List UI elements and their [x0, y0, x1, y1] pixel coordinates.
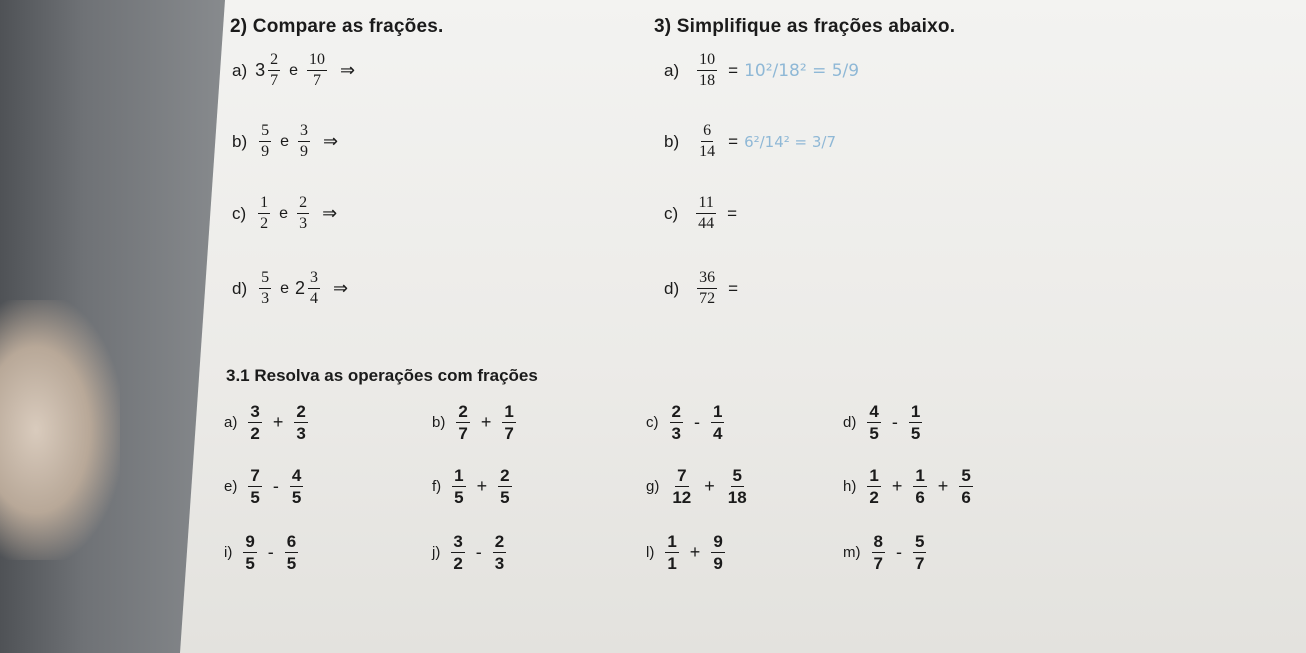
numerator: 2: [297, 195, 309, 214]
numerator: 5: [259, 270, 271, 289]
plus-sign: +: [689, 542, 701, 562]
numerator: 36: [697, 270, 717, 289]
numerator: 11: [696, 195, 715, 214]
denominator: 7: [313, 72, 322, 89]
numerator: 3: [250, 402, 260, 421]
fraction: [502, 403, 515, 442]
item-label: a): [232, 60, 248, 80]
minus-sign: -: [693, 412, 700, 432]
denominator: 4: [712, 424, 723, 443]
numerator: 5: [732, 466, 742, 485]
fraction: [867, 403, 880, 442]
fraction: [697, 270, 717, 307]
equals-sign: =: [728, 131, 739, 151]
connector: e: [289, 61, 299, 79]
numerator: 2: [494, 532, 505, 551]
denominator: 2: [260, 215, 269, 232]
item-label: e): [224, 478, 238, 495]
fraction: [259, 270, 271, 307]
item-label: g): [646, 478, 660, 495]
fraction: [697, 123, 717, 160]
denominator: 3: [671, 424, 681, 443]
numerator: 3: [453, 532, 463, 551]
denominator: 9: [300, 143, 309, 160]
denominator: 5: [500, 488, 510, 507]
numerator: 1: [258, 195, 270, 214]
denominator: 5: [910, 424, 921, 443]
denominator: 2: [250, 424, 260, 443]
numerator: 1: [915, 466, 925, 485]
item-label: b): [664, 131, 680, 151]
denominator: 5: [869, 424, 879, 443]
fraction: [268, 52, 280, 89]
denominator: 12: [672, 488, 692, 507]
connector: e: [280, 279, 290, 297]
denominator: 3: [299, 215, 308, 232]
implies-arrow: ⇒: [322, 203, 338, 223]
denominator: 5: [250, 488, 260, 507]
denominator: 3: [494, 554, 505, 573]
denominator: 7: [504, 424, 514, 443]
compare-item-c: [232, 195, 337, 232]
minus-sign: -: [475, 542, 482, 562]
operation-item: [224, 403, 311, 442]
simplify-item-a: [664, 52, 859, 89]
numerator: 6: [701, 123, 713, 142]
item-label: m): [843, 544, 861, 561]
denominator: 3: [296, 424, 306, 443]
numerator: 2: [458, 402, 468, 421]
numerator: 4: [291, 466, 302, 485]
denominator: 1: [667, 554, 677, 573]
denominator: 4: [310, 290, 319, 307]
fraction: [294, 403, 307, 442]
fraction: [498, 467, 511, 506]
denominator: 3: [261, 290, 270, 307]
operation-item: [843, 533, 929, 572]
fraction: [259, 123, 271, 160]
item-label: c): [664, 203, 679, 223]
simplify-item-b: [664, 123, 836, 160]
operation-item: [432, 533, 509, 572]
fraction: [452, 467, 465, 506]
denominator: 5: [291, 488, 302, 507]
denominator: 9: [261, 143, 270, 160]
operation-item: [646, 403, 727, 442]
fraction: [290, 467, 303, 506]
denominator: 18: [727, 488, 747, 507]
numerator: 7: [250, 466, 260, 485]
fraction: [711, 403, 724, 442]
numerator: 10: [697, 52, 717, 71]
operation-item: [646, 533, 728, 572]
denominator: 7: [873, 554, 883, 573]
item-label: d): [843, 414, 857, 431]
numerator: 2: [296, 402, 306, 421]
item-label: h): [843, 478, 857, 495]
denominator: 72: [699, 290, 716, 307]
denominator: 6: [915, 488, 925, 507]
equals-sign: =: [727, 203, 738, 223]
fraction: [913, 533, 926, 572]
minus-sign: -: [267, 542, 274, 562]
numerator: 3: [308, 270, 320, 289]
item-label: l): [646, 544, 655, 561]
fraction: [285, 533, 298, 572]
plus-sign: +: [704, 476, 715, 496]
fraction: [451, 533, 464, 572]
denominator: 7: [270, 72, 279, 89]
compare-item-a: [232, 52, 355, 89]
whole-number: 2: [295, 278, 306, 298]
numerator: 1: [712, 402, 723, 421]
numerator: 1: [504, 402, 514, 421]
denominator: 6: [961, 488, 971, 507]
equals-sign: =: [728, 278, 739, 298]
item-label: j): [432, 544, 441, 561]
numerator: 5: [961, 466, 971, 485]
numerator: 3: [298, 123, 310, 142]
item-label: a): [224, 414, 238, 431]
fraction: [913, 467, 926, 506]
fraction: [248, 467, 261, 506]
numerator: 4: [869, 402, 879, 421]
fraction: [711, 533, 724, 572]
item-label: a): [664, 60, 680, 80]
denominator: 18: [699, 72, 716, 89]
operation-item: [843, 467, 976, 506]
handwritten-answer: 6²/14² = 3/7: [744, 132, 837, 151]
fraction: [670, 467, 693, 506]
denominator: 14: [699, 143, 716, 160]
connector: e: [279, 204, 289, 222]
operation-item: [843, 403, 925, 442]
item-label: f): [432, 478, 442, 495]
denominator: 44: [698, 215, 715, 232]
fraction: [308, 270, 320, 307]
plus-sign: +: [272, 412, 284, 432]
minus-sign: -: [891, 412, 898, 432]
item-label: d): [664, 278, 680, 298]
whole-number: 3: [255, 60, 266, 80]
operation-item: [432, 467, 515, 506]
denominator: 7: [458, 424, 468, 443]
operations-title: 3.1 Resolva as operações com frações: [226, 366, 538, 385]
compare-title: 2) Compare as frações.: [230, 16, 444, 37]
numerator: 1: [910, 402, 921, 421]
numerator: 6: [286, 532, 297, 551]
fraction: [872, 533, 885, 572]
item-label: b): [232, 131, 248, 151]
simplify-title: 3) Simplifique as frações abaixo.: [654, 16, 956, 37]
denominator: 5: [454, 488, 464, 507]
fraction: [297, 195, 309, 232]
numerator: 1: [454, 466, 464, 485]
plus-sign: +: [476, 476, 488, 496]
numerator: 2: [268, 52, 280, 71]
equals-sign: =: [728, 60, 739, 80]
worksheet-paper: [180, 0, 1306, 653]
numerator: 5: [259, 123, 271, 142]
fraction: [670, 403, 683, 442]
item-label: d): [232, 278, 248, 298]
fraction: [493, 533, 506, 572]
fraction: [665, 533, 678, 572]
item-label: i): [224, 544, 233, 561]
fraction: [298, 123, 310, 160]
item-label: c): [646, 414, 659, 431]
plus-sign: +: [480, 412, 492, 432]
plus-sign: +: [891, 476, 903, 496]
hand-shadow: [0, 300, 120, 560]
fraction: [867, 467, 880, 506]
fraction: [243, 533, 256, 572]
fraction: [456, 403, 469, 442]
denominator: 5: [286, 554, 297, 573]
item-label: b): [432, 414, 446, 431]
minus-sign: -: [272, 476, 279, 496]
numerator: 1: [667, 532, 677, 551]
numerator: 10: [307, 52, 327, 71]
numerator: 2: [671, 402, 681, 421]
minus-sign: -: [895, 542, 902, 562]
fraction: [697, 52, 717, 89]
numerator: 2: [500, 466, 510, 485]
denominator: 5: [245, 554, 255, 573]
numerator: 7: [677, 466, 687, 485]
simplify-item-c: [664, 195, 737, 232]
numerator: 9: [245, 532, 255, 551]
numerator: 8: [873, 532, 883, 551]
plus-sign: +: [937, 476, 949, 496]
operation-item: [432, 403, 519, 442]
operation-item: [224, 533, 301, 572]
numerator: 9: [713, 532, 723, 551]
implies-arrow: ⇒: [323, 131, 339, 151]
fraction: [909, 403, 922, 442]
denominator: 2: [453, 554, 463, 573]
fraction: [307, 52, 327, 89]
compare-item-d: [232, 270, 348, 307]
connector: e: [280, 132, 290, 150]
denominator: 9: [713, 554, 723, 573]
simplify-item-d: [664, 270, 738, 307]
handwritten-answer: 10²/18² = 5/9: [744, 60, 860, 81]
compare-item-b: [232, 123, 338, 160]
fraction: [696, 195, 716, 232]
denominator: 7: [914, 554, 925, 573]
operation-item: [224, 467, 306, 506]
fraction: [726, 467, 749, 506]
fraction: [258, 195, 270, 232]
numerator: 1: [869, 466, 879, 485]
implies-arrow: ⇒: [340, 60, 356, 80]
item-label: c): [232, 203, 247, 223]
numerator: 5: [914, 532, 925, 551]
denominator: 2: [869, 488, 879, 507]
fraction: [248, 403, 261, 442]
operation-item: [646, 467, 752, 506]
implies-arrow: ⇒: [333, 278, 349, 298]
fraction: [959, 467, 972, 506]
